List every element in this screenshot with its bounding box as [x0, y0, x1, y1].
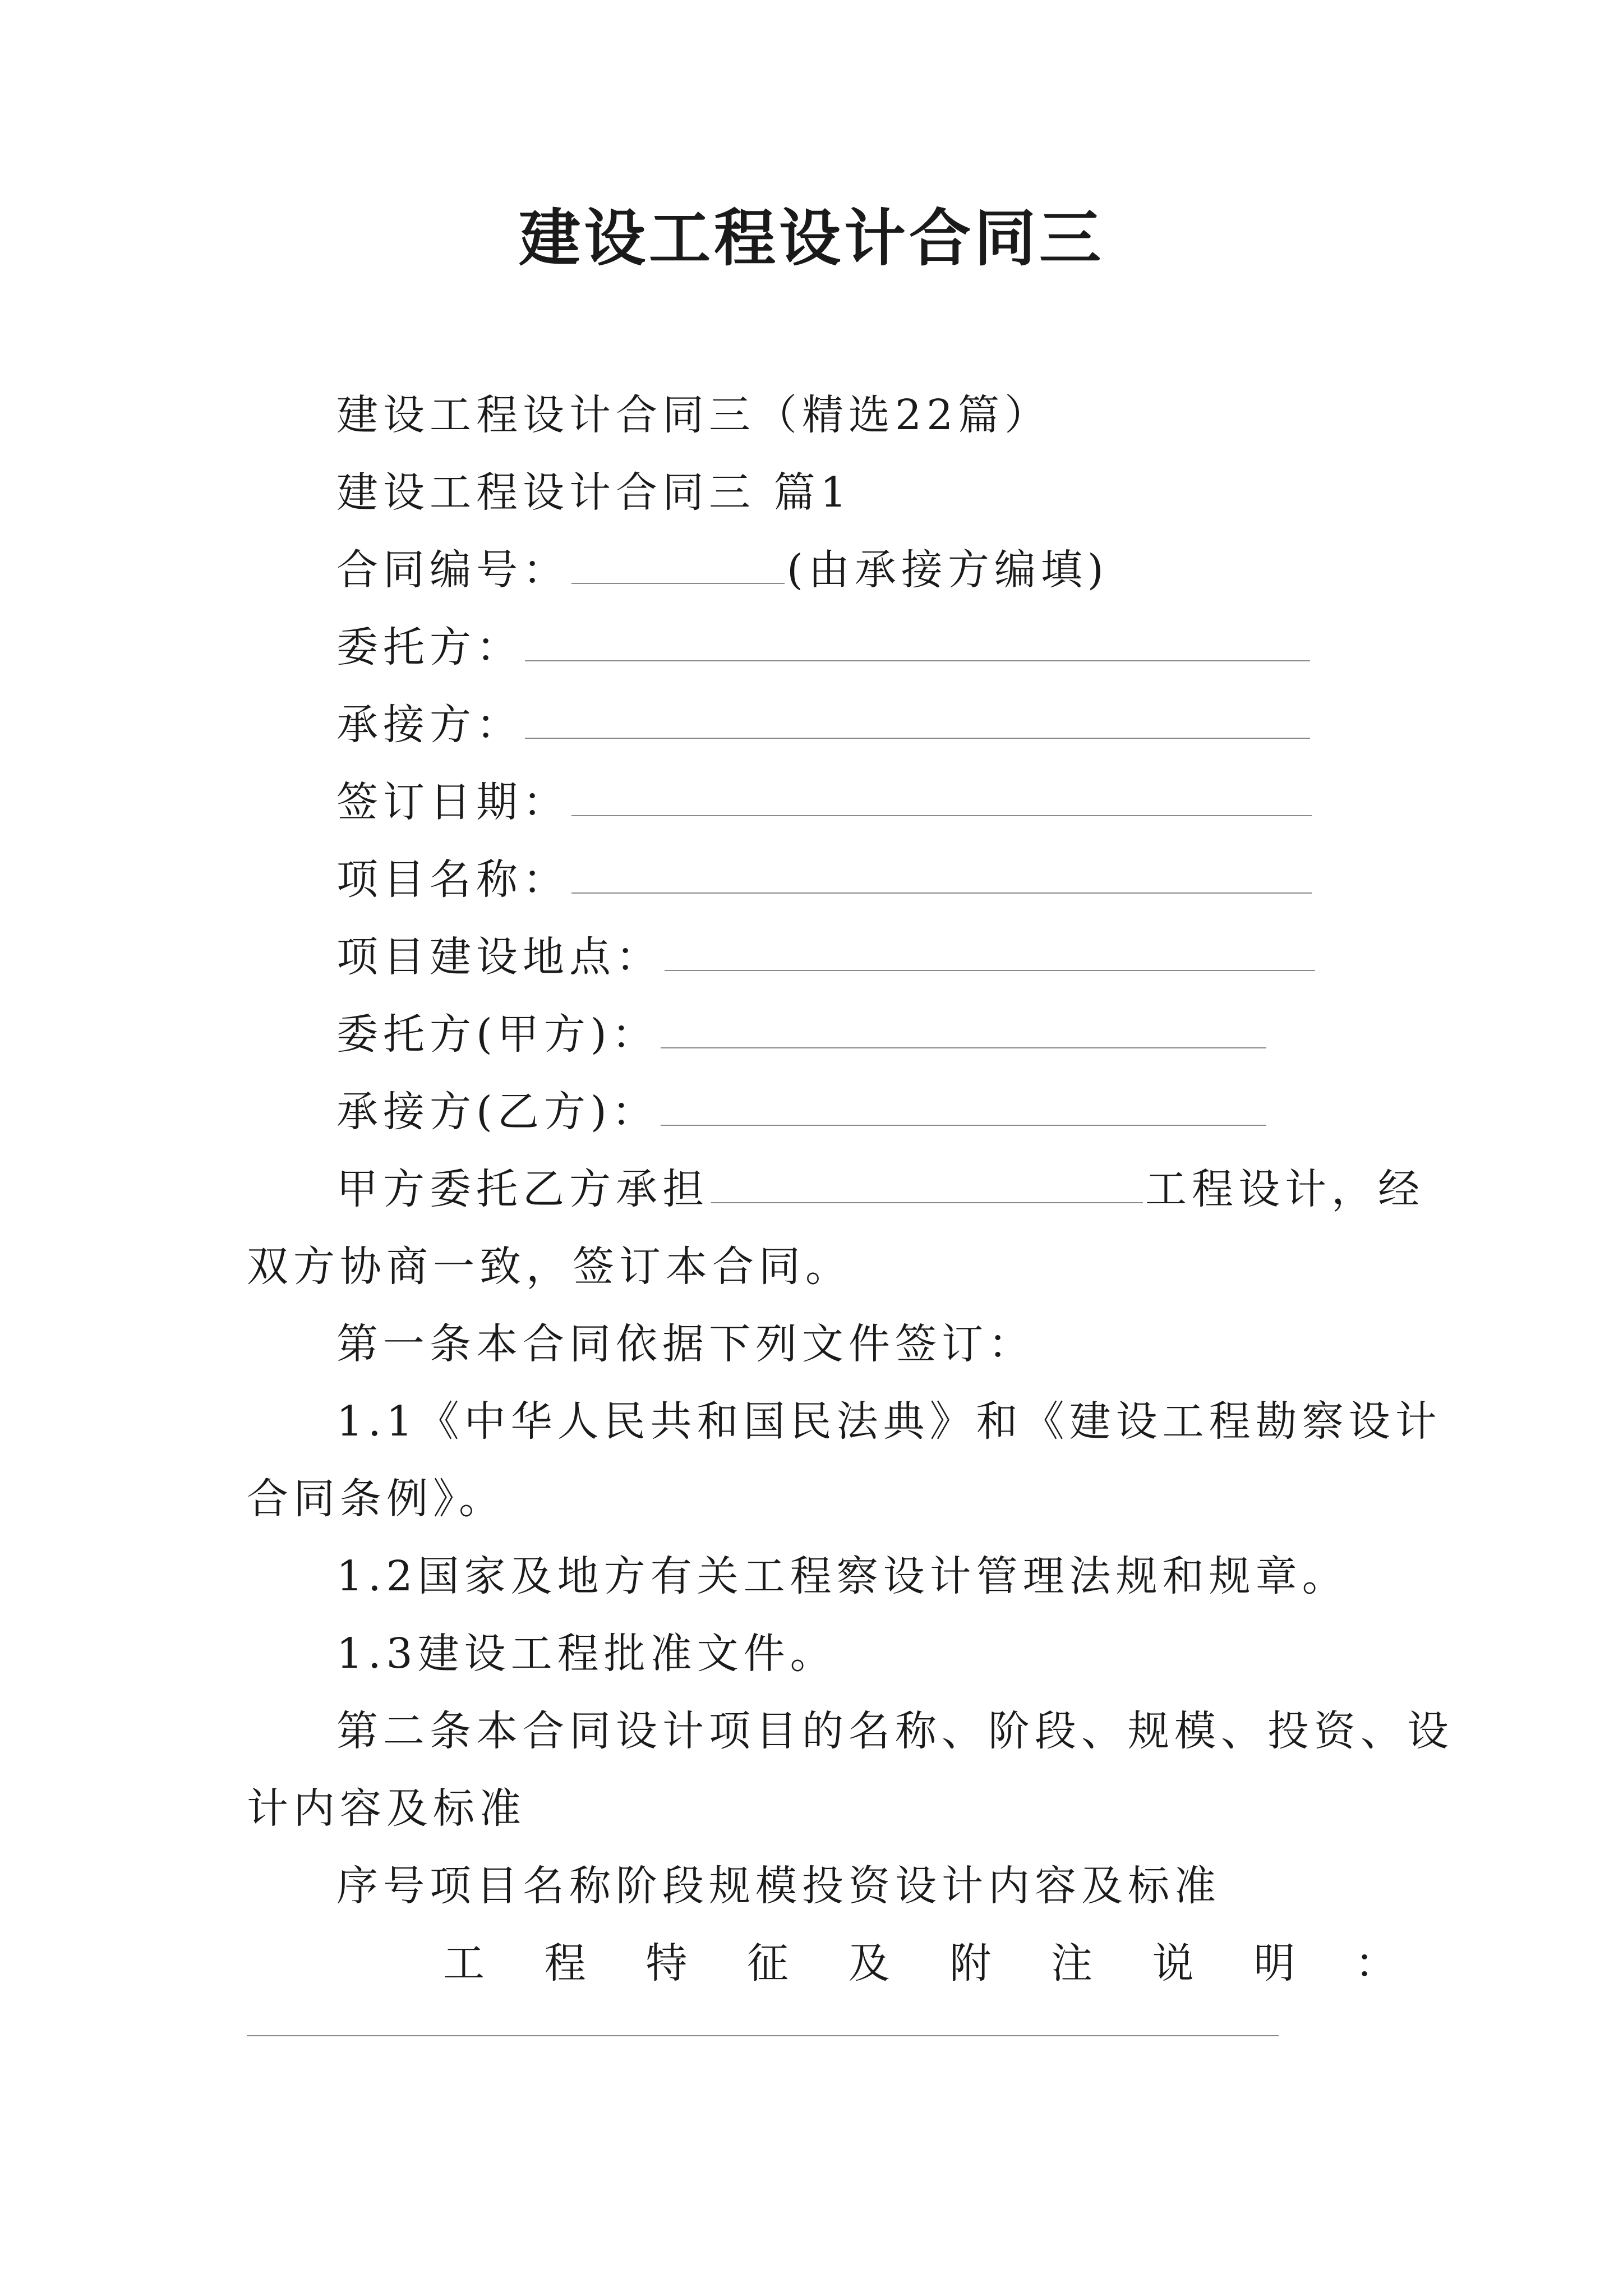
article-1-1-line1: 1.1《中华人民共和国民法典》和《建设工程勘察设计	[336, 1397, 1442, 1446]
contract-number-row	[336, 542, 1109, 598]
contractor-blank[interactable]	[525, 697, 1310, 739]
party-a-label: 委托方(甲方)：	[336, 1010, 658, 1059]
article-1-1-line2: 合同条例》。	[247, 1475, 505, 1523]
notes-char: 附	[949, 1939, 992, 1987]
article-1-heading: 第一条本合同依据下列文件签订：	[336, 1320, 1035, 1368]
project-site-row	[336, 929, 1317, 985]
party-b-blank[interactable]	[661, 1084, 1266, 1126]
contract-number-blank[interactable]	[571, 542, 785, 584]
project-name-blank[interactable]	[571, 852, 1312, 894]
article-2-line2: 计内容及标准	[247, 1784, 526, 1833]
entrust-continuation: 双方协商一致，签订本合同。	[247, 1243, 852, 1291]
notes-char: 程	[544, 1939, 586, 1987]
notes-char: 明	[1253, 1939, 1295, 1987]
article-1-3: 1.3建设工程批准文件。	[336, 1630, 837, 1678]
party-b-label: 承接方(乙方)：	[336, 1088, 658, 1136]
notes-char: 特	[645, 1939, 688, 1987]
sign-date-row	[336, 774, 1314, 830]
sign-date-blank[interactable]	[571, 775, 1312, 816]
contract-number-note: (由承接方编填)	[787, 546, 1109, 594]
client-blank[interactable]	[525, 620, 1310, 661]
document-title: 建设工程设计合同三	[519, 202, 1104, 274]
entrust-suffix: 工程设计，经	[1145, 1165, 1424, 1213]
party-b-row	[336, 1084, 1269, 1140]
article-2-line1: 第二条本合同设计项目的名称、阶段、规模、投资、设	[336, 1707, 1454, 1755]
client-label: 委托方：	[336, 623, 523, 671]
project-site-blank[interactable]	[665, 930, 1315, 971]
project-name-label: 项目名称：	[336, 855, 569, 904]
project-name-row	[336, 852, 1314, 908]
notes-char: 说	[1152, 1939, 1194, 1987]
sign-date-label: 签订日期：	[336, 778, 569, 826]
table-header-text: 序号项目名称阶段规模投资设计内容及标准	[336, 1862, 1221, 1910]
contractor-label: 承接方：	[336, 701, 523, 749]
contractor-row	[336, 697, 1312, 753]
notes-blank[interactable]	[247, 2035, 1279, 2036]
party-a-row	[336, 1006, 1269, 1062]
notes-char: ：	[1354, 1939, 1396, 1987]
client-row	[336, 619, 1312, 675]
notes-char: 征	[746, 1939, 789, 1987]
entrust-project-blank[interactable]	[711, 1162, 1143, 1203]
subtitle: 建设工程设计合同三（精选22篇）	[336, 391, 1052, 439]
entrust-row	[336, 1161, 1424, 1217]
project-site-label: 项目建设地点：	[336, 933, 662, 981]
entrust-prefix: 甲方委托乙方承担	[336, 1165, 709, 1213]
notes-char: 注	[1050, 1939, 1092, 1987]
party-a-blank[interactable]	[661, 1007, 1266, 1048]
article-1-2: 1.2国家及地方有关工程察设计管理法规和规章。	[336, 1552, 1349, 1600]
notes-heading	[443, 1935, 1396, 1991]
notes-char: 工	[443, 1939, 485, 1987]
chapter-heading: 建设工程设计合同三 篇1	[336, 468, 852, 517]
notes-char: 及	[848, 1939, 890, 1987]
contract-number-label: 合同编号：	[336, 546, 569, 594]
